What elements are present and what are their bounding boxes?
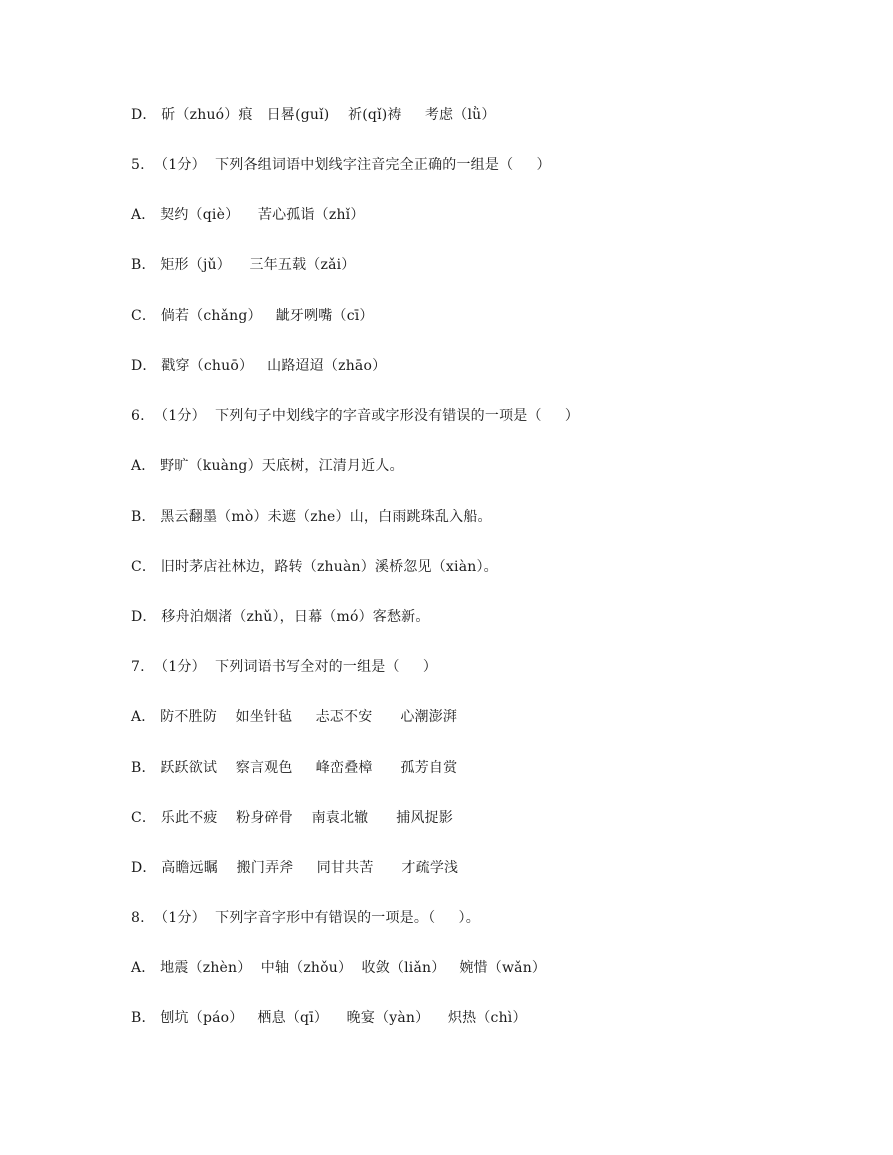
- q5-option-b: B． 矩形（jǔ） 三年五载（zǎi）: [131, 257, 356, 273]
- q7-stem: 7. （1分） 下列词语书写全对的一组是（ ）: [131, 659, 438, 675]
- q8-stem: 8. （1分） 下列字音字形中有错误的一项是。（ ）。: [131, 910, 480, 926]
- q5-option-a: A． 契约（qiè） 苦心孤诣（zhǐ）: [131, 207, 365, 223]
- q6-option-a: A． 野旷（kuàng）天底树，江清月近人。: [131, 458, 404, 474]
- q6-stem: 6. （1分） 下列句子中划线字的字音或字形没有错误的一项是（ ）: [131, 408, 580, 424]
- q5-option-d: D． 戳穿（chuō） 山路迢迢（zhāo）: [131, 358, 387, 374]
- q5-stem: 5. （1分） 下列各组词语中划线字注音完全正确的一组是（ ）: [131, 157, 551, 173]
- q8-option-a: A． 地震（zhèn） 中轴（zhǒu） 收敛（liǎn） 婉惜（wǎn）: [131, 960, 547, 976]
- q7-option-b: B． 跃跃欲试 察言观色 峰峦叠樟 孤芳自赏: [131, 760, 458, 776]
- q6-option-c: C． 旧时茅店社林边，路转（zhuàn）溪桥忽见（xiàn）。: [131, 559, 498, 575]
- q7-option-a: A． 防不胜防 如坐针毡 忐忑不安 心潮澎湃: [131, 709, 458, 725]
- q8-option-b: B． 刨坑（páo） 栖息（qī） 晚宴（yàn） 炽热（chì）: [131, 1010, 527, 1026]
- q7-option-d: D． 高瞻远瞩 搬门弄斧 同甘共苦 才疏学浅: [131, 860, 459, 876]
- q7-option-c: C． 乐此不疲 粉身碎骨 南袁北辙 捕风捉影: [131, 810, 454, 826]
- q5-option-c: C． 倘若（chǎng） 龇牙咧嘴（cī）: [131, 308, 374, 324]
- q4-option-d: D． 斫（zhuó）痕 日晷(guǐ) 祈(qǐ)祷 考虑（lǜ）: [131, 107, 496, 123]
- q6-option-b: B． 黑云翻墨（mò）未遮（zhe）山，白雨跳珠乱入船。: [131, 509, 492, 525]
- q6-option-d: D． 移舟泊烟渚（zhǔ），日幕（mó）客愁新。: [131, 609, 430, 625]
